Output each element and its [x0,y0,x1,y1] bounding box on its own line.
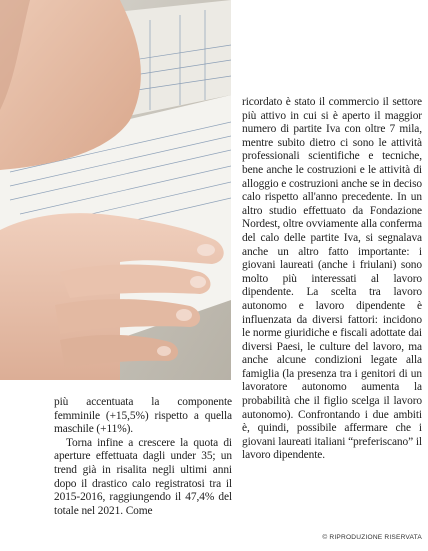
article-column-left [54,396,232,518]
article-photo [0,0,231,380]
article-paragraph: ricordato è stato il commercio il settore più attivo in cui si è aperto il maggior numero di partite Iva con oltre 7 mila, mentre subito dietro ci sono le attività professionali scientifiche e tecniche, bene anche le costruzioni e le attività di alloggio e costruzioni anche se in deciso calo rispetto all'anno precedente. In un altro studio effettuato da Fondazione Nordest, oltre ovviamente alla conferma del calo delle partite Iva, si segnalava anche un altro fatto importante: i giovani laureati (anche i friulani) sono molto più interessati al lavoro dipendente. La scelta tra lavoro autonomo e lavoro dipendente è influenzata da diversi fattori: incidono le norme giuridiche e fiscali adottate dai diversi Paesi, le culture del lavoro, ma anche alcune condizioni legate alla famiglia (la presenza tra i genitori di un lavoratore autonomo aumenta la probabilità che il figlio scelga il lavoro autonomo). Confrontando i due ambiti è, quindi, possibile affermare che i giovani laureati italiani “preferiscano” il lavoro dipendente. [242,96,422,462]
copyright-notice: © RIPRODUZIONE RISERVATA [322,534,422,541]
article-paragraph: Torna infine a crescere la quota di aperture effettuata dagli under 35; un trend già in risalita negli ultimi anni dopo il drastico calo registratosi tra il 2015-2016, raggiungendo il 47,4% del totale nel 2021. Come [54,436,232,517]
hands-filling-form-image [0,0,231,380]
article-column-right [242,96,422,463]
article-paragraph: più accentuata la componente femminile (+15,5%) rispetto a quella maschile (+11%). [54,396,232,436]
